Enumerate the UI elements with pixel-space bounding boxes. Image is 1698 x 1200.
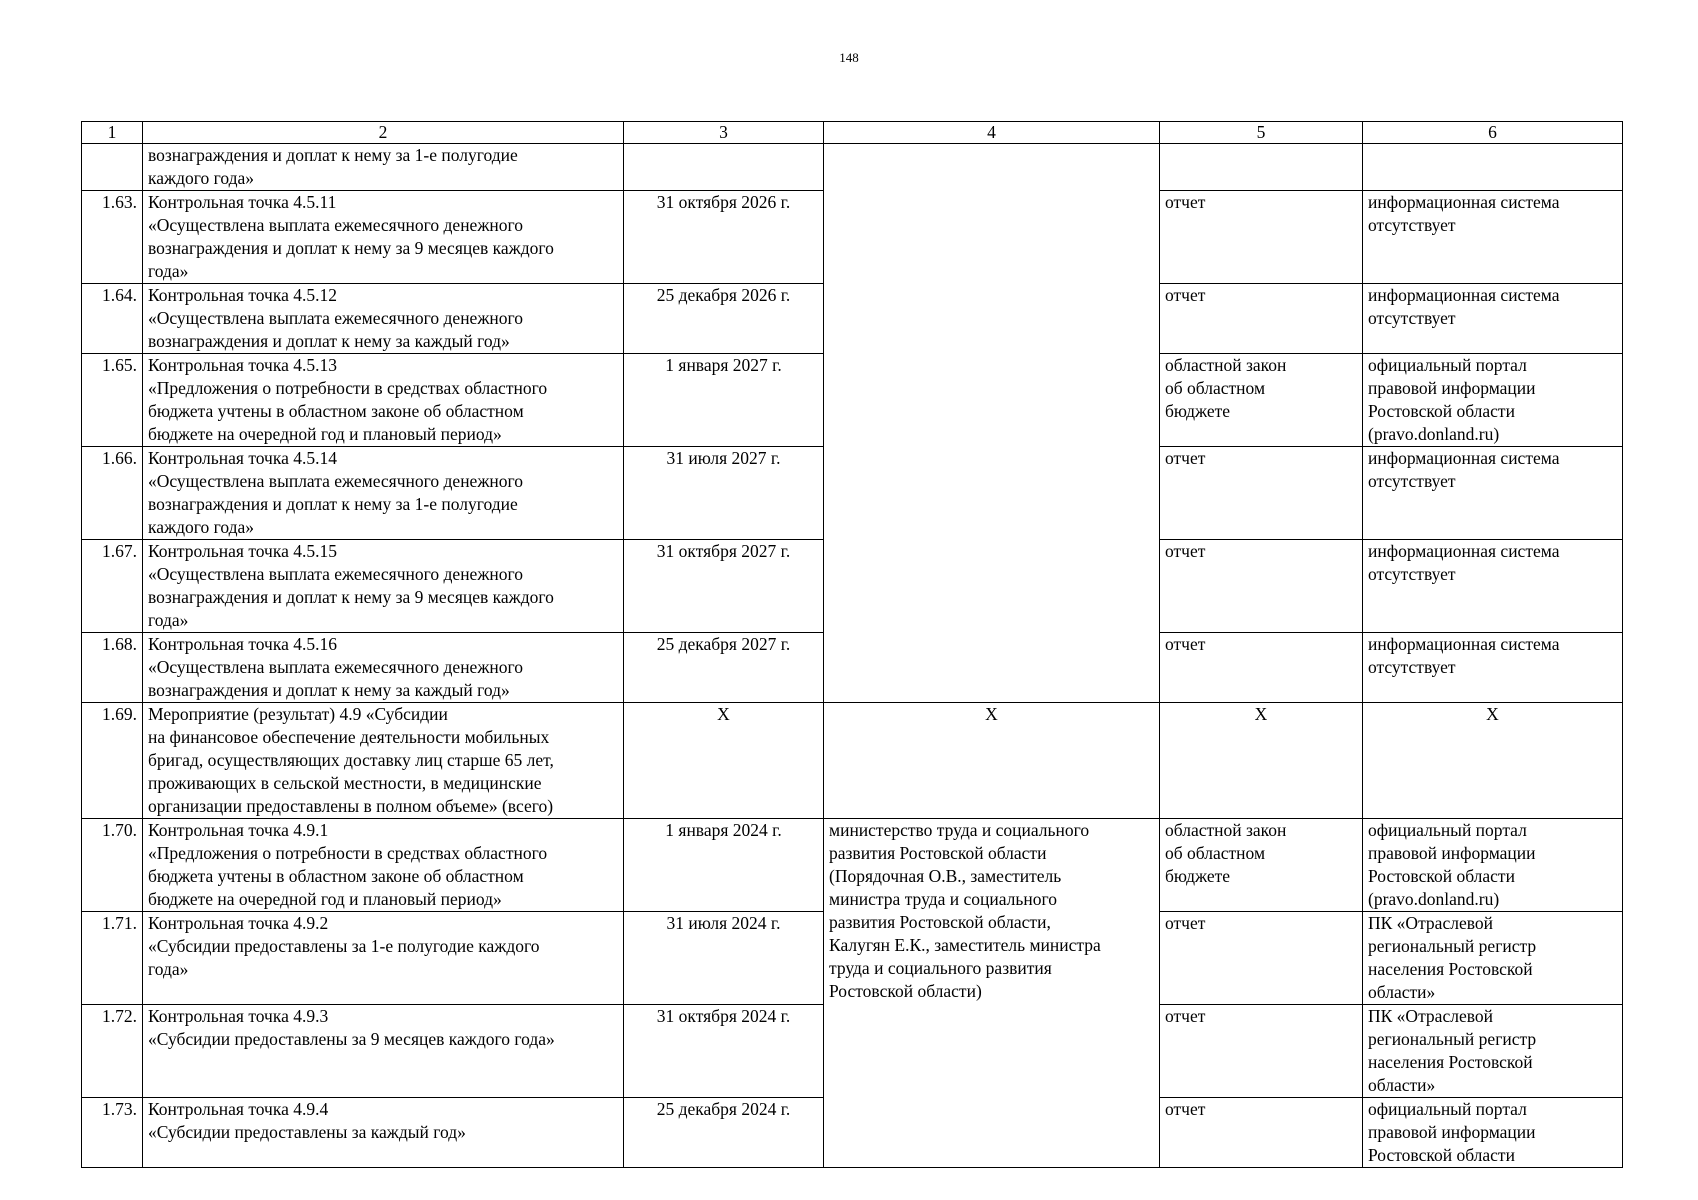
- row-system: информационная система отсутствует: [1363, 633, 1623, 703]
- row-system: X: [1363, 703, 1623, 819]
- row-description: Контрольная точка 4.5.13 «Предложения о потребности в средствах областного бюджета учтены в областном законе об областном бюджете на очередной год и плановый период»: [143, 354, 624, 447]
- column-number: 5: [1160, 122, 1363, 144]
- row-number: 1.73.: [82, 1098, 143, 1168]
- row-document: отчет: [1160, 447, 1363, 540]
- row-number: [82, 144, 143, 191]
- row-number: 1.66.: [82, 447, 143, 540]
- row-document: X: [1160, 703, 1363, 819]
- row-system: [1363, 144, 1623, 191]
- column-number: 6: [1363, 122, 1623, 144]
- row-system: ПК «Отраслевой региональный регистр населения Ростовской области»: [1363, 912, 1623, 1005]
- row-description: Контрольная точка 4.9.2 «Субсидии предоставлены за 1-е полугодие каждого года»: [143, 912, 624, 1005]
- row-number: 1.69.: [82, 703, 143, 819]
- row-number: 1.65.: [82, 354, 143, 447]
- row-number: 1.70.: [82, 819, 143, 912]
- row-description: Контрольная точка 4.5.14 «Осуществлена выплата ежемесячного денежного вознаграждения и доплат к нему за 1-е полугодие каждого года»: [143, 447, 624, 540]
- row-date: 25 декабря 2024 г.: [624, 1098, 824, 1168]
- row-description: Контрольная точка 4.5.15 «Осуществлена выплата ежемесячного денежного вознаграждения и доплат к нему за 9 месяцев каждого года»: [143, 540, 624, 633]
- row-number: 1.68.: [82, 633, 143, 703]
- page-number: 148: [839, 50, 859, 65]
- row-document: [1160, 144, 1363, 191]
- row-responsible: X: [824, 703, 1160, 819]
- row-number: 1.71.: [82, 912, 143, 1005]
- column-number: 1: [82, 122, 143, 144]
- row-system: ПК «Отраслевой региональный регистр населения Ростовской области»: [1363, 1005, 1623, 1098]
- row-date: 1 января 2027 г.: [624, 354, 824, 447]
- row-system: информационная система отсутствует: [1363, 191, 1623, 284]
- row-description: вознаграждения и доплат к нему за 1-е полугодие каждого года»: [143, 144, 624, 191]
- row-document: отчет: [1160, 1098, 1363, 1168]
- row-document: отчет: [1160, 912, 1363, 1005]
- row-document: отчет: [1160, 540, 1363, 633]
- responsible-executor: министерство труда и социального развития Ростовской области (Порядочная О.В., заместитель министра труда и социального развития Ростовской области, Калугян Е.К., заместитель министра труда и социального развития Ростовской области): [824, 819, 1160, 1168]
- row-document: отчет: [1160, 284, 1363, 354]
- row-number: 1.63.: [82, 191, 143, 284]
- table-row: [82, 144, 1623, 191]
- table-row: [82, 819, 1623, 912]
- row-date: 31 июля 2027 г.: [624, 447, 824, 540]
- row-date: 31 июля 2024 г.: [624, 912, 824, 1005]
- row-number: 1.64.: [82, 284, 143, 354]
- row-document: областной закон об областном бюджете: [1160, 354, 1363, 447]
- row-date: 25 декабря 2027 г.: [624, 633, 824, 703]
- column-number-row: [82, 122, 1623, 144]
- row-system: информационная система отсутствует: [1363, 540, 1623, 633]
- row-description: Контрольная точка 4.5.12 «Осуществлена выплата ежемесячного денежного вознаграждения и доплат к нему за каждый год»: [143, 284, 624, 354]
- row-document: отчет: [1160, 633, 1363, 703]
- responsible-cell-empty: [824, 144, 1160, 703]
- row-system: информационная система отсутствует: [1363, 284, 1623, 354]
- row-description: Контрольная точка 4.9.1 «Предложения о потребности в средствах областного бюджета учтены в областном законе об областном бюджете на очередной год и плановый период»: [143, 819, 624, 912]
- row-description: Контрольная точка 4.9.4 «Субсидии предоставлены за каждый год»: [143, 1098, 624, 1168]
- row-date: 31 октября 2026 г.: [624, 191, 824, 284]
- row-description: Контрольная точка 4.9.3 «Субсидии предоставлены за 9 месяцев каждого года»: [143, 1005, 624, 1098]
- row-date: 25 декабря 2026 г.: [624, 284, 824, 354]
- row-date: 31 октября 2024 г.: [624, 1005, 824, 1098]
- row-date: 1 января 2024 г.: [624, 819, 824, 912]
- row-system: информационная система отсутствует: [1363, 447, 1623, 540]
- row-description: Мероприятие (результат) 4.9 «Субсидии на финансовое обеспечение деятельности мобильных бригад, осуществляющих доставку лиц старше 65 лет, проживающих в сельской местности, в медицинские организации предоставлены в полном объеме» (всего): [143, 703, 624, 819]
- table-row-event: [82, 703, 1623, 819]
- row-document: областной закон об областном бюджете: [1160, 819, 1363, 912]
- column-number: 2: [143, 122, 624, 144]
- row-system: официальный портал правовой информации Ростовской области: [1363, 1098, 1623, 1168]
- row-document: отчет: [1160, 1005, 1363, 1098]
- row-date: X: [624, 703, 824, 819]
- row-document: отчет: [1160, 191, 1363, 284]
- row-description: Контрольная точка 4.5.11 «Осуществлена выплата ежемесячного денежного вознаграждения и доплат к нему за 9 месяцев каждого года»: [143, 191, 624, 284]
- row-date: 31 октября 2027 г.: [624, 540, 824, 633]
- column-number: 4: [824, 122, 1160, 144]
- control-points-table: [81, 121, 1623, 1168]
- row-system: официальный портал правовой информации Ростовской области (pravo.donland.ru): [1363, 354, 1623, 447]
- row-system: официальный портал правовой информации Ростовской области (pravo.donland.ru): [1363, 819, 1623, 912]
- row-date: [624, 144, 824, 191]
- row-description: Контрольная точка 4.5.16 «Осуществлена выплата ежемесячного денежного вознаграждения и доплат к нему за каждый год»: [143, 633, 624, 703]
- row-number: 1.67.: [82, 540, 143, 633]
- row-number: 1.72.: [82, 1005, 143, 1098]
- column-number: 3: [624, 122, 824, 144]
